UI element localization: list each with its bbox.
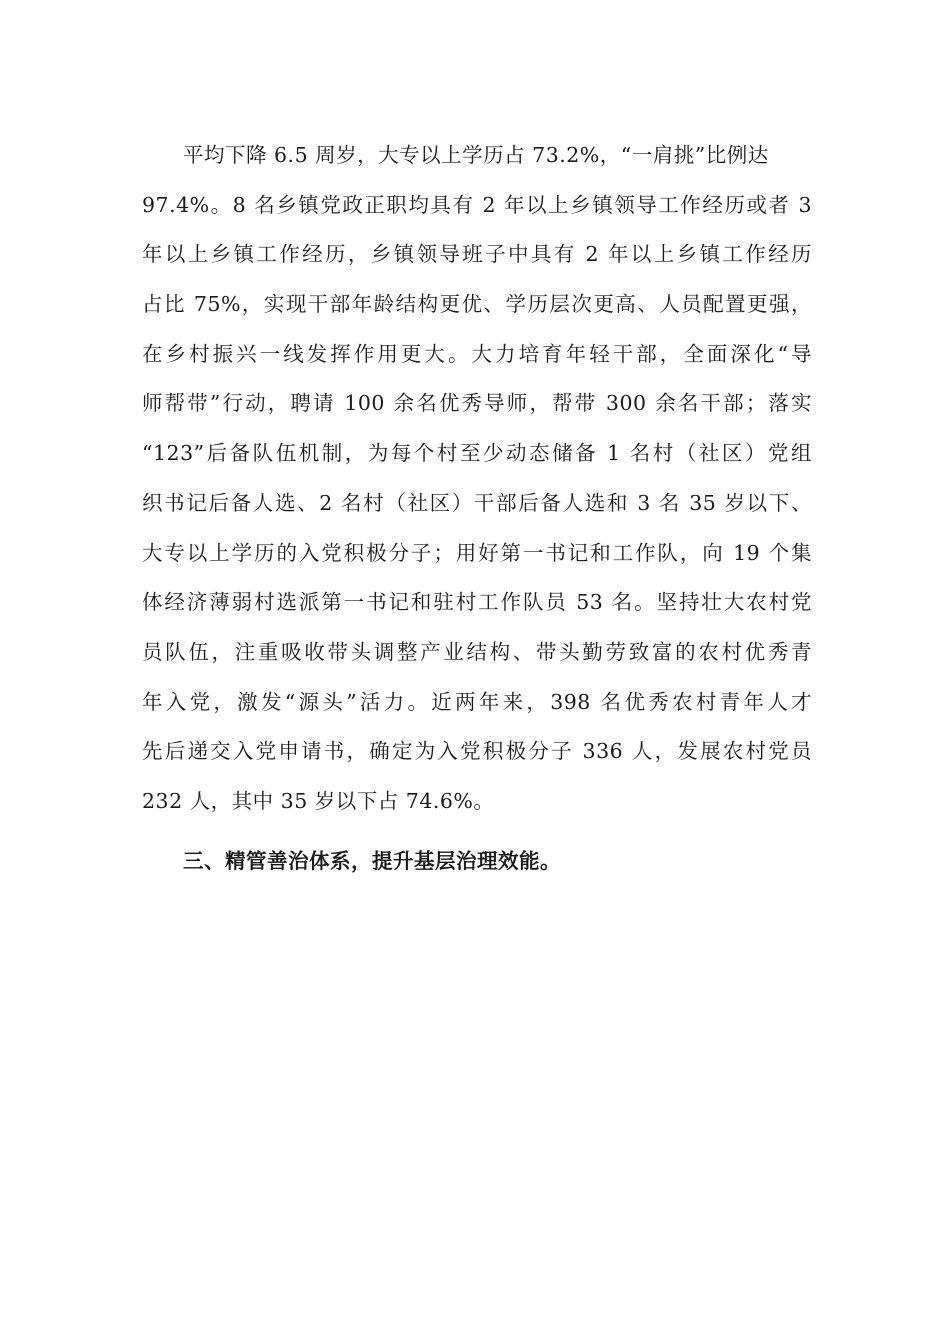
paragraph-line-13: 先后递交入党申请书，确定为入党积极分子 336 人，发展农村党员 [142, 739, 812, 764]
paragraph-line-6: 师帮带”行动，聘请 100 余名优秀导师，帮带 300 余名干部；落实 [142, 391, 812, 416]
paragraph-line-9: 大专以上学历的入党积极分子；用好第一书记和工作队，向 19 个集 [142, 540, 812, 565]
body-paragraph [142, 131, 812, 827]
paragraph-line-8: 织书记后备人选、2 名村（社区）干部后备人选和 3 名 35 岁以下、 [142, 490, 812, 515]
paragraph-line-10: 体经济薄弱村选派第一书记和驻村工作队员 53 名。坚持壮大农村党 [142, 590, 812, 615]
paragraph-line-12: 年入党，激发“源头”活力。近两年来，398 名优秀农村青年人才 [142, 689, 812, 714]
section-heading: 三、精管善治体系，提升基层治理效能。 [183, 849, 561, 873]
paragraph-line-7: “123”后备队伍机制，为每个村至少动态储备 1 名村（社区）党组 [142, 441, 812, 466]
paragraph-line-5: 在乡村振兴一线发挥作用更大。大力培育年轻干部，全面深化“导 [142, 341, 812, 366]
paragraph-line-4: 占比 75%，实现干部年龄结构更优、学历层次更高、人员配置更强， [142, 292, 812, 317]
paragraph-line-11: 员队伍，注重吸收带头调整产业结构、带头勤劳致富的农村优秀青 [142, 639, 812, 664]
paragraph-line-3: 年以上乡镇工作经历，乡镇领导班子中具有 2 年以上乡镇工作经历 [142, 242, 812, 267]
paragraph-line-2: 97.4%。8 名乡镇党政正职均具有 2 年以上乡镇领导工作经历或者 3 [142, 192, 812, 217]
paragraph-line-1: 平均下降 6.5 周岁，大专以上学历占 73.2%，“一肩挑”比例达 [183, 143, 769, 167]
paragraph-line-14: 232 人，其中 35 岁以下占 74.6%。 [142, 788, 495, 813]
